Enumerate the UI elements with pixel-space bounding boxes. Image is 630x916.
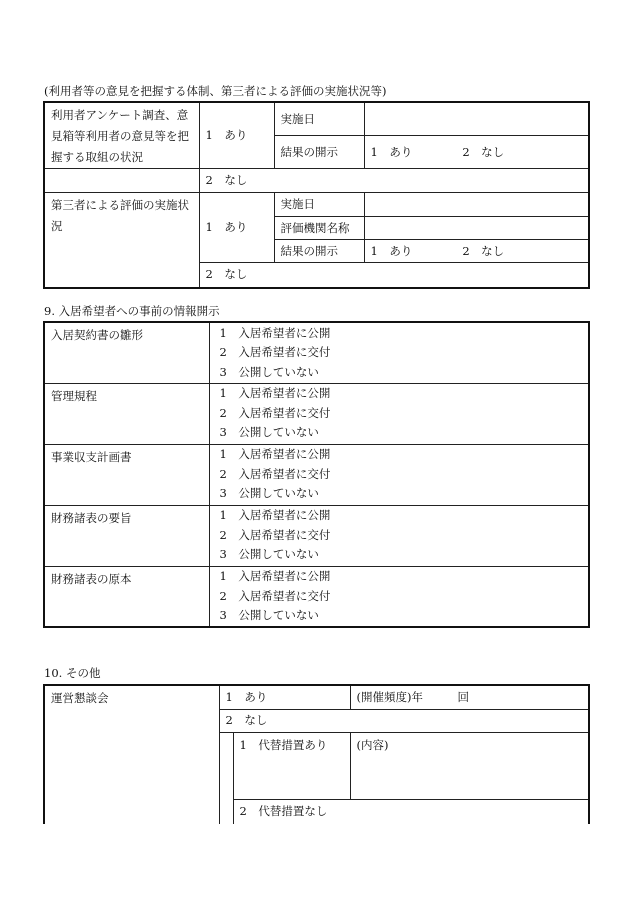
- option-not-public: 3 公開していない: [219, 608, 319, 622]
- alt-measure-yes: 1 代替措置あり: [233, 732, 350, 799]
- disclosure-row: [44, 505, 589, 566]
- survey-label: 利用者アンケート調査、意見箱等利用者の意見等を把握する取組の状況: [44, 102, 199, 169]
- option-public: 1 入居希望者に公開: [219, 447, 331, 462]
- eval-org-value: [364, 217, 589, 240]
- survey-impl-date-value: [364, 102, 589, 136]
- option-public: 1 入居希望者に公開: [219, 325, 331, 340]
- disclosure-row-label: 事業収支計画書: [44, 444, 209, 505]
- survey-disclosure-options: 1 あり 2 なし: [364, 136, 589, 169]
- meeting-frequency: (開催頻度)年 回: [350, 685, 589, 709]
- section-caption-evaluation: (利用者等の意見を把握する体制、第三者による評価の実施状況等): [44, 84, 387, 98]
- disclosure-table: [43, 321, 590, 628]
- option-not-public: 3 公開していない: [219, 364, 319, 379]
- meeting-option-yes: 1 あり: [219, 685, 350, 709]
- survey-disclosure-label: 結果の開示: [274, 136, 364, 169]
- meeting-label: 運営懇談会: [44, 685, 219, 824]
- survey-impl-date-label: 実施日: [274, 102, 364, 136]
- disclosure-row: [44, 444, 589, 505]
- option-not-public: 3 公開していない: [219, 425, 319, 440]
- other-table: [43, 684, 590, 824]
- survey-option-yes: 1 あり: [199, 102, 274, 169]
- option-not-public: 3 公開していない: [219, 486, 319, 501]
- third-party-impl-date-label: 実施日: [274, 193, 364, 217]
- alt-measure-no: 2 代替措置なし: [233, 799, 589, 824]
- eval-org-label: 評価機関名称: [274, 217, 364, 240]
- option-public: 1 入居希望者に公開: [219, 386, 331, 401]
- survey-option-no: 2 なし: [199, 169, 589, 193]
- third-party-impl-date-value: [364, 193, 589, 217]
- disclosure-row: [44, 383, 589, 444]
- section-caption-other: 10. その他: [44, 666, 101, 680]
- disclosure-row: [44, 566, 589, 627]
- disclosure-row: [44, 322, 589, 383]
- option-delivered: 2 入居希望者に交付: [219, 405, 331, 420]
- disclosure-row-label: 財務諸表の原本: [44, 566, 209, 627]
- option-public: 1 入居希望者に公開: [219, 569, 331, 583]
- option-delivered: 2 入居希望者に交付: [219, 588, 331, 603]
- third-party-label: 第三者による評価の実施状況: [44, 193, 199, 288]
- third-party-disclosure-options: 1 あり 2 なし: [364, 240, 589, 263]
- option-public: 1 入居希望者に公開: [219, 508, 331, 523]
- section-caption-disclosure: 9. 入居希望者への事前の情報開示: [44, 304, 220, 318]
- third-party-option-yes: 1 あり: [199, 193, 274, 263]
- option-delivered: 2 入居希望者に交付: [219, 466, 331, 481]
- disclosure-row-label: 管理規程: [44, 383, 209, 444]
- option-delivered: 2 入居希望者に交付: [219, 345, 331, 359]
- disclosure-row-label: 入居契約書の雛形: [44, 322, 209, 383]
- third-party-option-no: 2 なし: [199, 263, 589, 288]
- evaluation-table: [43, 101, 590, 289]
- alt-measure-content: (内容): [350, 732, 589, 799]
- third-party-disclosure-label: 結果の開示: [274, 240, 364, 263]
- meeting-option-no: 2 なし: [219, 709, 589, 732]
- option-delivered: 2 入居希望者に交付: [219, 527, 331, 542]
- disclosure-row-label: 財務諸表の要旨: [44, 505, 209, 566]
- option-not-public: 3 公開していない: [219, 547, 319, 562]
- indent-cell: [219, 732, 233, 824]
- survey-spacer: [44, 169, 199, 193]
